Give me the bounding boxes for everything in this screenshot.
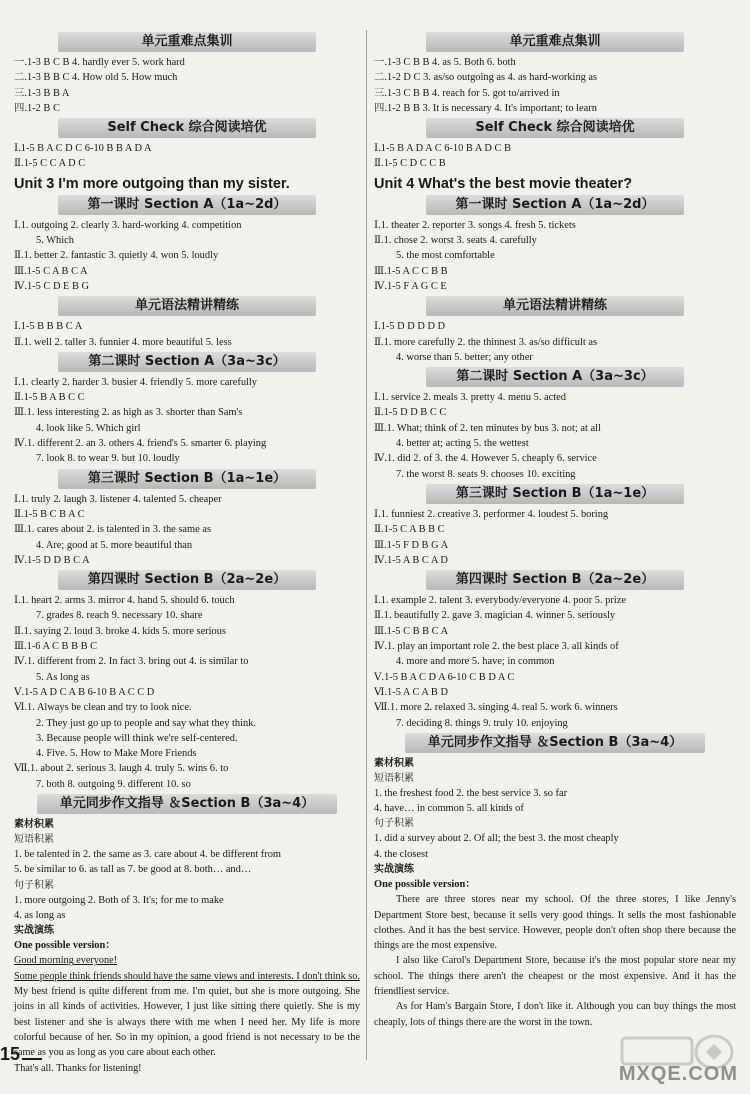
column-divider — [366, 30, 367, 1060]
answer-line: Ⅱ.1-5 B C B A C — [14, 508, 85, 520]
answer-line: Ⅵ.1-5 A C A B D — [374, 686, 448, 698]
answer-line: Ⅲ.1-5 C A B C A — [14, 265, 88, 277]
essay-paragraph: There are three stores near my school. Of the three stores, I like Jenny's Department Store best, because it sells very good things. It sells the most fashionable clothes. And it has the best service. However, people don't often shop there because the things are the most expensive. — [374, 894, 736, 952]
answer-line: Ⅳ.1-5 C D E B G — [14, 280, 90, 292]
answer-line: Ⅱ.1-5 C A B B C — [374, 524, 445, 536]
section-header: 第二课时 Section A（3a~3c） — [58, 352, 316, 372]
answer-line: Ⅰ.1. heart 2. arms 3. mirror 4. hand 5. should 6. touch — [14, 595, 235, 607]
answer-line: Ⅲ.1-6 A C B B B C — [14, 641, 98, 653]
answer-line: Ⅴ.1-5 B A C D A 6-10 C B D A C — [374, 671, 515, 683]
answer-line: Ⅰ.1-5 B A D A C 6-10 B A D C B — [374, 143, 511, 155]
section-header: 第三课时 Section B（1a~1e） — [58, 469, 316, 489]
answer-line: Ⅰ.1-5 B A C D C 6-10 B B A D A — [14, 143, 152, 155]
answer-line: Ⅲ.1. cares about 2. is talented in 3. the same as — [14, 524, 211, 536]
answer-line: Ⅵ.1. Always be clean and try to look nice. — [14, 702, 192, 714]
answer-line: 7. both 8. outgoing 9. different 10. so — [36, 778, 191, 790]
answer-line: Ⅲ.1. What; think of 2. ten minutes by bus 3. not; at all — [374, 422, 601, 434]
answer-line: 三.1-3 B B A — [14, 87, 70, 99]
page-number: 15 — [0, 1044, 21, 1064]
answer-line: Ⅱ.1. better 2. fantastic 3. quietly 4. won 5. loudly — [14, 250, 219, 262]
watermark-text: MXQE.COM — [618, 1063, 738, 1085]
section-header: 第一课时 Section A（1a~2d） — [426, 195, 684, 215]
answer-line: 4. Five. 5. How to Make More Friends — [36, 748, 197, 760]
essay-paragraph: Some people think friends should have the same views and interests. I don't think so. — [14, 970, 360, 982]
section-header: 单元同步作文指导 ＆Section B（3a~4） — [405, 733, 705, 753]
answer-line: Ⅳ.1. did 2. of 3. the 4. However 5. cheaply 6. service — [374, 453, 597, 465]
left-column — [14, 30, 360, 1076]
section-header: 第四课时 Section B（2a~2e） — [426, 570, 684, 590]
answer-line: Ⅳ.1. play an important role 2. the best place 3. all kinds of — [374, 641, 619, 653]
answer-block — [14, 55, 360, 116]
answer-line: Ⅲ.1-5 C B B C A — [374, 625, 449, 637]
section-header: 第二课时 Section A（3a~3c） — [426, 367, 684, 387]
answer-line: 二.1-3 B B C 4. How old 5. How much — [14, 72, 178, 84]
answer-line: Ⅳ.1. different 2. an 3. others 4. friend's 5. smarter 6. playing — [14, 438, 267, 450]
answer-line: 4. better at; acting 5. the wettest — [396, 438, 529, 450]
material-label: 素材积累 — [14, 818, 54, 830]
sentence-line: 1. did a survey about 2. Of all; the best 3. the most cheaply — [374, 833, 619, 845]
answer-line: Ⅳ.1-5 D D B C A — [14, 554, 90, 566]
answer-line: Ⅱ.1-5 D D B C C — [374, 407, 447, 419]
answer-line: Ⅶ.1. about 2. serious 3. laugh 4. truly 5. wins 6. to — [14, 763, 229, 775]
version-label: One possible version： — [14, 940, 116, 952]
unit-title: Unit 4 What's the best movie theater? — [374, 175, 633, 192]
answer-line: 4. worse than 5. better; any other — [396, 351, 533, 363]
practice-label: 实战演练 — [374, 863, 414, 875]
section-header: 第一课时 Section A（1a~2d） — [58, 195, 316, 215]
essay-paragraph: My best friend is quite different from me. I'm quiet, but she is more outgoing. She joins in all kinds of activities. However, I just like sitting there quietly. She is my best listener and she is always there with me when I need her. My life is more colorful because of her. So in my opinion, a good friend is not necessary to be the same as you as long as you care about each other. — [14, 986, 360, 1059]
section-header: 单元语法精讲精练 — [58, 296, 316, 316]
essay-paragraph: Good morning everyone! — [14, 955, 117, 967]
sentence-label: 句子积累 — [14, 879, 54, 891]
practice-label: 实战演练 — [14, 925, 54, 937]
answer-line: 5. As long as — [36, 671, 90, 683]
answer-line: 7. deciding 8. things 9. truly 10. enjoying — [396, 717, 568, 729]
answer-line: 2. They just go up to people and say what they think. — [36, 717, 256, 729]
answer-line: 一.1-3 B C B 4. hardly ever 5. work hard — [14, 57, 185, 68]
sentence-line: 4. as long as — [14, 909, 66, 921]
answer-line: 3. Because people will think we're self-centered. — [36, 732, 238, 744]
section-header: 单元同步作文指导 ＆Section B（3a~4） — [37, 794, 337, 814]
answer-line: Ⅰ.1-5 D D D D D — [374, 321, 446, 333]
answer-line: 5. the most comfortable — [396, 250, 495, 262]
answer-line: Ⅰ.1. funniest 2. creative 3. performer 4. loudest 5. boring — [374, 508, 609, 520]
answer-line: Ⅳ.1-5 F A G C E — [374, 280, 447, 292]
answer-line: Ⅱ.1. more carefully 2. the thinnest 3. as/so difficult as — [374, 336, 598, 348]
phrase-label: 短语积累 — [374, 772, 414, 784]
version-label: One possible version： — [374, 878, 476, 890]
answer-line: Ⅱ.1. saying 2. loud 3. broke 4. kids 5. more serious — [14, 625, 226, 637]
right-column — [374, 30, 736, 1030]
answer-line: 三.1-3 C B B 4. reach for 5. got to/arrived in — [374, 87, 560, 99]
sentence-line: 1. more outgoing 2. Both of 3. It's; for me to make — [14, 894, 224, 906]
answer-line: Ⅲ.1-5 F D B G A — [374, 539, 449, 551]
answer-line: 7. look 8. to wear 9. but 10. loudly — [36, 453, 180, 465]
answer-line: Ⅰ.1. example 2. talent 3. everybody/everyone 4. poor 5. prize — [374, 595, 626, 607]
essay-paragraph: That's all. Thanks for listening! — [14, 1062, 142, 1074]
section-header: 单元重难点集训 — [426, 32, 684, 52]
answer-line: 4. Are; good at 5. more beautiful than — [36, 539, 193, 551]
material-label: 素材积累 — [374, 757, 414, 769]
answer-line: Ⅱ.1-5 C C A D C — [14, 158, 86, 170]
answer-line: 5. Which — [36, 235, 74, 247]
answer-line: Ⅳ.1-5 A B C A D — [374, 554, 448, 566]
answer-line: Ⅰ.1. truly 2. laugh 3. listener 4. talented 5. cheaper — [14, 493, 222, 505]
answer-line: 7. the worst 8. seats 9. chooses 10. exciting — [396, 468, 576, 480]
answer-line: 一.1-3 C B B 4. as 5. Both 6. both — [374, 57, 516, 68]
unit-title: Unit 3 I'm more outgoing than my sister. — [14, 175, 290, 192]
answer-line: 四.1-2 B C — [14, 102, 60, 114]
phrase-label: 短语积累 — [14, 833, 54, 845]
answer-line: Ⅰ.1. outgoing 2. clearly 3. hard-working 4. competition — [14, 219, 242, 231]
page-number-rule — [22, 1058, 42, 1060]
section-header: Self Check 综合阅读培优 — [58, 118, 316, 138]
answer-line: Ⅱ.1-5 C D C C B — [374, 158, 446, 170]
essay-paragraph: As for Ham's Bargain Store, I don't like it. Although you can buy things the most cheaply, lots of things there are the worst in the town. — [374, 1001, 736, 1028]
answer-line: 7. grades 8. reach 9. necessary 10. share — [36, 610, 203, 622]
answer-line: Ⅲ.1-5 A C C B B — [374, 265, 448, 277]
answer-line: Ⅰ.1. theater 2. reporter 3. songs 4. fresh 5. tickets — [374, 219, 576, 231]
answer-line: Ⅰ.1. clearly 2. harder 3. busier 4. friendly 5. more carefully — [14, 376, 257, 388]
answer-line: Ⅶ.1. more 2. relaxed 3. singing 4. real 5. work 6. winners — [374, 702, 618, 714]
answer-line: Ⅱ.1. chose 2. worst 3. seats 4. carefully — [374, 235, 537, 247]
phrase-line: 4. have… in common 5. all kinds of — [374, 803, 524, 815]
section-header: 第三课时 Section B（1a~1e） — [426, 484, 684, 504]
sentence-line: 4. the closest — [374, 848, 428, 860]
section-header: Self Check 综合阅读培优 — [426, 118, 684, 138]
section-header: 第四课时 Section B（2a~2e） — [58, 570, 316, 590]
phrase-line: 5. be similar to 6. as tall as 7. be good at 8. both… and… — [14, 864, 252, 876]
answer-line: 二.1-2 D C 3. as/so outgoing as 4. as hard-working as — [374, 72, 598, 84]
essay-paragraph: I also like Carol's Department Store, because it's the most popular store near my school. The things there aren't the cheapest or the most expensive. And it has the friendliest service. — [374, 955, 736, 998]
answer-line: 4. more and more 5. have; in common — [396, 656, 555, 668]
section-header: 单元语法精讲精练 — [426, 296, 684, 316]
answer-line: Ⅱ.1. beautifully 2. gave 3. magician 4. winner 5. seriously — [374, 610, 616, 622]
sentence-label: 句子积累 — [374, 818, 414, 830]
answer-line: Ⅰ.1. service 2. meals 3. pretty 4. menu 5. acted — [374, 392, 566, 404]
answer-line: Ⅴ.1-5 A D C A B 6-10 B A C C D — [14, 686, 155, 698]
answer-line: Ⅲ.1. less interesting 2. as high as 3. shorter than Sam's — [14, 407, 243, 419]
answer-line: 4. look like 5. Which girl — [36, 422, 141, 434]
answer-line: Ⅱ.1. well 2. taller 3. funnier 4. more beautiful 5. less — [14, 336, 232, 348]
answer-line: Ⅰ.1-5 B B B C A — [14, 321, 83, 333]
answer-line: 四.1-2 B B 3. It is necessary 4. It's important; to learn — [374, 102, 597, 114]
phrase-line: 1. the freshest food 2. the best service 3. so far — [374, 787, 568, 799]
phrase-line: 1. be talented in 2. the same as 3. care about 4. be different from — [14, 848, 281, 860]
section-header: 单元重难点集训 — [58, 32, 316, 52]
answer-line: Ⅱ.1-5 B A B C C — [14, 392, 85, 404]
answer-line: Ⅳ.1. different from 2. In fact 3. bring out 4. is similar to — [14, 656, 249, 668]
